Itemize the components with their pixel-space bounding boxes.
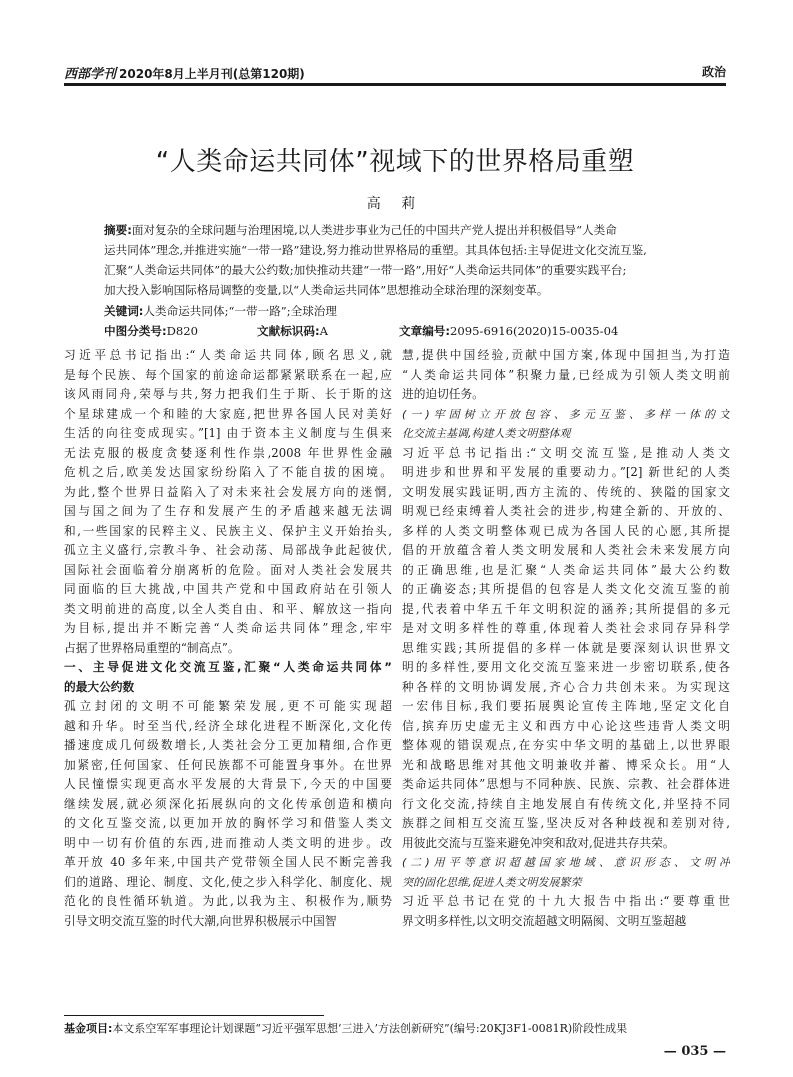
text-line: 孤立主义盛行,宗教斗争、社会动荡、局部战争此起彼伏, <box>64 543 392 557</box>
text-line: 引导文明交流互鉴的时代大潮,向世界积极展示中国智 <box>64 913 337 928</box>
section-name: 政治 <box>701 65 726 79</box>
text-line: 慧,提供中国经验,贡献中国方案,体现中国担当,为打造 <box>402 348 730 362</box>
text-line: 范化的良性循环轨道。为此,以我为主、积极作为,顺势 <box>64 894 392 908</box>
keywords-value: 人类命运共同体;“一带一路”;全球治理 <box>143 304 337 318</box>
text-line: 占据了世界格局重塑的“制高点”。 <box>64 640 240 655</box>
text-line: 界文明多样性,以文明交流超越文明隔阂、文明互鉴超越 <box>402 913 687 928</box>
text-line: 倡的开放蕴含着人类文明发展和人类社会未来发展方向 <box>402 543 730 557</box>
subsection-heading <box>402 853 730 892</box>
funding-text: 本文系空军军事理论计划课题“习近平强军思想‘三进入’方法创新研究”(编号:20KJ3F1-0081R)阶段性成果 <box>112 1022 628 1035</box>
journal-logo: 西部学刊 <box>64 67 117 82</box>
page-number: — 035 — <box>663 1044 726 1059</box>
text-line: 孤立封闭的文明不可能繁荣发展,更不可能实现超 <box>64 699 392 713</box>
text-line: 是每个民族、每个国家的前途命运都紧紧联系在一起,应 <box>64 367 392 382</box>
text-line: 继续发展,就必须深化拓展纵向的文化传承创造和横向 <box>64 796 392 811</box>
keywords <box>104 303 707 319</box>
journal-name <box>64 63 305 82</box>
text-line: 习近平总书记在党的十九大报告中指出:“要尊重世 <box>402 894 730 908</box>
text-line: 用彼此交流与互鉴来避免冲突和敌对,促进共存共荣。 <box>402 835 675 850</box>
text-line: 的正确思维,也是汇聚“人类命运共同体”最大公约数 <box>402 562 730 577</box>
text-line: 越和升华。时至当代,经济全球化进程不断深化,文化传 <box>64 718 392 733</box>
text-line: 的文化互鉴交流,以更加开放的胸怀学习和借鉴人类文 <box>64 816 392 830</box>
text-line: 多样的人类文明整体观已成为各国人民的心愿,其所提 <box>402 523 730 538</box>
abstract-line: 运共同体”理念,并推进实施“一带一路”建设,努力推动世界格局的重塑。其具体包括:主导促进文化交流互鉴, <box>104 243 647 257</box>
text-line: “人类命运共同体”积聚力量,已经成为引领人类文明前 <box>402 367 730 382</box>
text-line: 突的固化思维,促进人类文明发展繁荣 <box>402 875 582 889</box>
funding-label: 基金项目: <box>64 1022 113 1035</box>
text-line: (一)牢固树立开放包容、多元互鉴、多样一体的文 <box>402 407 730 421</box>
text-line: 光和战略思维对其他文明兼收并蓄、博采众长。用“人 <box>402 757 730 772</box>
text-line: 思维实践;其所提倡的多样一体就是要深刻认识世界文 <box>402 640 730 655</box>
text-line: 个星球建成一个和睦的大家庭,把世界各国人民对美好 <box>64 406 392 421</box>
text-line: 进的迫切任务。 <box>402 387 484 401</box>
text-line: 革开放 40 多年来,中国共产党带领全国人民不断完善我 <box>64 855 392 869</box>
text-line: 危机之后,欧美发达国家纷纷陷入了不能自拔的困境。 <box>64 465 392 479</box>
paragraph <box>64 346 392 658</box>
text-line: 为目标,提出并不断完善“人类命运共同体”理念,牢牢 <box>64 621 392 635</box>
text-line: 的正确姿态;其所提倡的包容是人类文化交流互鉴的前 <box>402 582 730 596</box>
abstract-line: 摘要:面对复杂的全球问题与治理困境,以人类进步事业为己任的中国共产党人提出并积极倡导“人类命 <box>104 223 617 237</box>
keywords-label: 关键词: <box>104 304 144 318</box>
author: 高 莉 <box>366 196 424 212</box>
text-line: 加紧密,任何国家、任何民族都不可能置身事外。在世界 <box>64 757 392 772</box>
section-heading <box>64 658 392 697</box>
text-line: 明进步和世界和平发展的重要动力。”[2] 新世纪的人类 <box>402 465 730 479</box>
text-line: 一宏伟目标,我们要拓展舆论宣传主阵地,坚定文化自 <box>402 699 730 713</box>
text-line: 明观已经束缚着人类社会的进步,构建全新的、开放的、 <box>402 504 730 518</box>
text-line: 化交流主基调,构建人类文明整体观 <box>402 427 571 440</box>
running-header <box>64 63 726 81</box>
text-line: 行文化交流,持续自主地发展自有传统文化,并坚持不同 <box>402 796 730 811</box>
text-line: (二)用平等意识超越国家地域、意识形态、文明冲 <box>402 856 730 869</box>
abstract-label: 摘要: <box>104 223 132 237</box>
text-line: 习近平总书记指出:“人类命运共同体,顾名思义,就 <box>64 348 392 362</box>
abstract <box>104 220 707 300</box>
text-line: 为此,整个世界日益陷入了对未来社会发展方向的迷惘, <box>64 484 392 499</box>
abstract-line: 汇聚“人类命运共同体”的最大公约数;加快推动共建“一带一路”,用好“人类命运共同体”的重要实践平台; <box>104 263 627 277</box>
text-line: 信,摈弃历史虚无主义和西方中心论这些违背人类文明 <box>402 718 730 733</box>
text-line: 的最大公约数 <box>64 679 135 694</box>
text-line: 提,代表着中华五千年文明积淀的涵养;其所提倡的多元 <box>402 601 730 616</box>
text-line: 是对文明多样性的尊重,体现着人类社会求同存异科学 <box>402 621 730 635</box>
text-line: 该风雨同舟,荣辱与共,努力把我们生于斯、长于斯的这 <box>64 387 392 401</box>
text-line: 国际社会面临着分崩离析的危险。面对人类社会发展共 <box>64 562 392 577</box>
issue-info: 2020年8月上半月刊(总第120期) <box>119 67 305 81</box>
text-line: 一、主导促进文化交流互鉴,汇聚“人类命运共同体” <box>64 660 392 674</box>
paragraph <box>402 346 730 405</box>
article-number: 文章编号:2095-6916(2020)15-0035-04 <box>399 324 619 338</box>
text-line: 类命运共同体”思想与不同种族、民族、宗教、社会群体进 <box>402 777 730 791</box>
funding-note <box>64 1020 627 1036</box>
text-line: 族群之间相互交流互鉴,坚决反对各种歧视和差别对待, <box>402 816 730 830</box>
article-title: “人类命运共同体”视域下的世界格局重塑 <box>155 147 635 177</box>
body-column-right <box>402 346 730 931</box>
doc-code: 文献标识码:A <box>257 324 328 338</box>
text-line: 类文明前进的高度,以全人类自由、和平、解放这一指向 <box>64 601 392 616</box>
text-line: 们的道路、理论、制度、文化,使之步入科学化、制度化、规 <box>64 874 392 889</box>
text-line: 明中一切有价值的东西,进而推动人类文明的进步。改 <box>64 835 392 850</box>
paragraph <box>64 697 392 931</box>
paragraph <box>402 444 730 854</box>
clc-code: 中图分类号:D820 <box>104 324 199 338</box>
text-line: 和,一些国家的民粹主义、民族主义、保护主义开始抬头, <box>64 523 392 538</box>
header-rule <box>64 83 726 86</box>
text-line: 文明发展实践证明,西方主流的、传统的、狭隘的国家文 <box>402 484 730 499</box>
text-line: 种各样的文明协调发展,齐心合力共创未来。为实现这 <box>402 679 730 694</box>
text-line: 无法克服的极度贪婪逐利性作祟,2008 年世界性金融 <box>64 445 392 460</box>
paragraph <box>402 892 730 931</box>
text-line: 同面临的巨大挑战,中国共产党和中国政府站在引领人 <box>64 582 392 596</box>
text-line: 明的多样性,要用文化交流互鉴来进一步密切联系,使各 <box>402 660 730 674</box>
text-line: 播速度成几何级数增长,人类社会分工更加精细,合作更 <box>64 738 392 752</box>
body-column-left <box>64 346 392 931</box>
text-line: 人民憧憬实现更高水平发展的大背景下,今天的中国要 <box>64 777 392 791</box>
text-line: 国与国之间为了生存和发展产生的矛盾越来越无法调 <box>64 504 392 518</box>
text-line: 习近平总书记指出:“文明交流互鉴,是推动人类文 <box>402 445 730 460</box>
abstract-line: 加大投入影响国际格局调整的变量,以“人类命运共同体”思想推动全球治理的深刻变革。 <box>104 283 549 297</box>
footnote-rule <box>64 1015 324 1016</box>
subsection-heading <box>402 405 730 444</box>
text-line: 生活的向往变成现实。”[1] 由于资本主义制度与生俱来 <box>64 426 392 440</box>
text-line: 整体观的错误观点,在夯实中华文明的基础上,以世界眼 <box>402 738 730 752</box>
